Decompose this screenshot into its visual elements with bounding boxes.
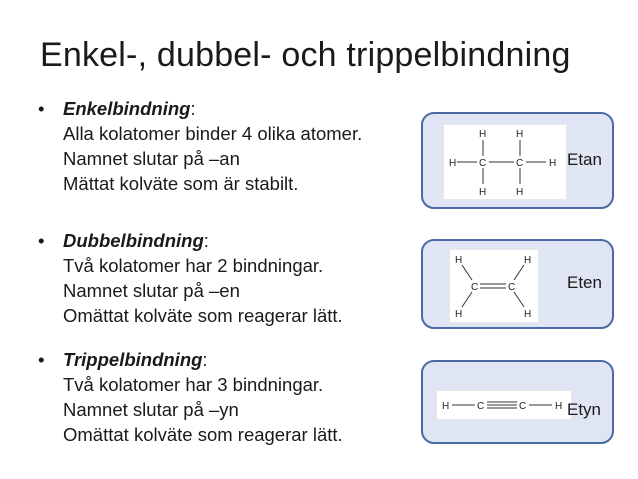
svg-text:H: H: [442, 401, 450, 412]
bullet-line: Omättat kolväte som reagerar lätt.: [63, 424, 343, 445]
svg-text:C: C: [477, 401, 485, 412]
svg-text:H: H: [455, 255, 463, 266]
svg-text:H: H: [516, 129, 524, 140]
bullet-line: Namnet slutar på –yn: [63, 399, 239, 420]
svg-text:H: H: [524, 309, 532, 320]
bullet-line: Namnet slutar på –an: [63, 148, 240, 169]
svg-text:H: H: [449, 158, 457, 169]
molecule-name: Etyn: [567, 400, 602, 419]
molecule-box-etyn: [421, 360, 614, 444]
bullet-line: Namnet slutar på –en: [63, 280, 240, 301]
svg-text:C: C: [479, 158, 487, 169]
svg-text:C: C: [471, 282, 479, 293]
bullet-dubbelbindning: • Dubbelbindning: Två kolatomer har 2 bindningar. Namnet slutar på –en Omättat kolväte som reagerar lätt.: [38, 230, 343, 326]
ethene-structure: [449, 249, 539, 323]
ethyne-structure: [436, 390, 572, 420]
bullet-enkelbindning: • Enkelbindning: Alla kolatomer binder 4 olika atomer. Namnet slutar på –an Mättat kolväte som är stabilt.: [38, 98, 363, 194]
bullet-heading: Dubbelbindning: [63, 230, 204, 251]
molecule-box-etan: [421, 112, 614, 209]
svg-text:C: C: [519, 401, 527, 412]
bullet-dot: •: [38, 349, 45, 370]
svg-text:C: C: [516, 158, 524, 169]
bullet-line: Två kolatomer har 2 bindningar.: [63, 255, 324, 276]
molecule-name: Eten: [567, 273, 602, 292]
svg-text:H: H: [479, 187, 487, 198]
slide-title: Enkel-, dubbel- och trippelbindning: [40, 36, 571, 74]
bullet-heading: Enkelbindning: [63, 98, 191, 119]
svg-text:H: H: [516, 187, 524, 198]
svg-text:C: C: [508, 282, 516, 293]
bullet-trippelbindning: • Trippelbindning: Två kolatomer har 3 bindningar. Namnet slutar på –yn Omättat kolväte som reagerar lätt.: [38, 349, 343, 445]
svg-text:H: H: [549, 158, 557, 169]
ethane-structure: [443, 124, 567, 200]
svg-text:H: H: [524, 255, 532, 266]
bullet-dot: •: [38, 230, 45, 251]
bullet-line: Omättat kolväte som reagerar lätt.: [63, 305, 343, 326]
svg-text:H: H: [555, 401, 563, 412]
bullet-line: Alla kolatomer binder 4 olika atomer.: [63, 123, 363, 144]
svg-text:H: H: [479, 129, 487, 140]
bullet-dot: •: [38, 98, 45, 119]
molecule-name: Etan: [567, 150, 602, 169]
bullet-heading: Trippelbindning: [63, 349, 203, 370]
molecule-box-eten: [421, 239, 614, 329]
svg-text:H: H: [455, 309, 463, 320]
bullet-line: Mättat kolväte som är stabilt.: [63, 173, 299, 194]
bullet-line: Två kolatomer har 3 bindningar.: [63, 374, 324, 395]
